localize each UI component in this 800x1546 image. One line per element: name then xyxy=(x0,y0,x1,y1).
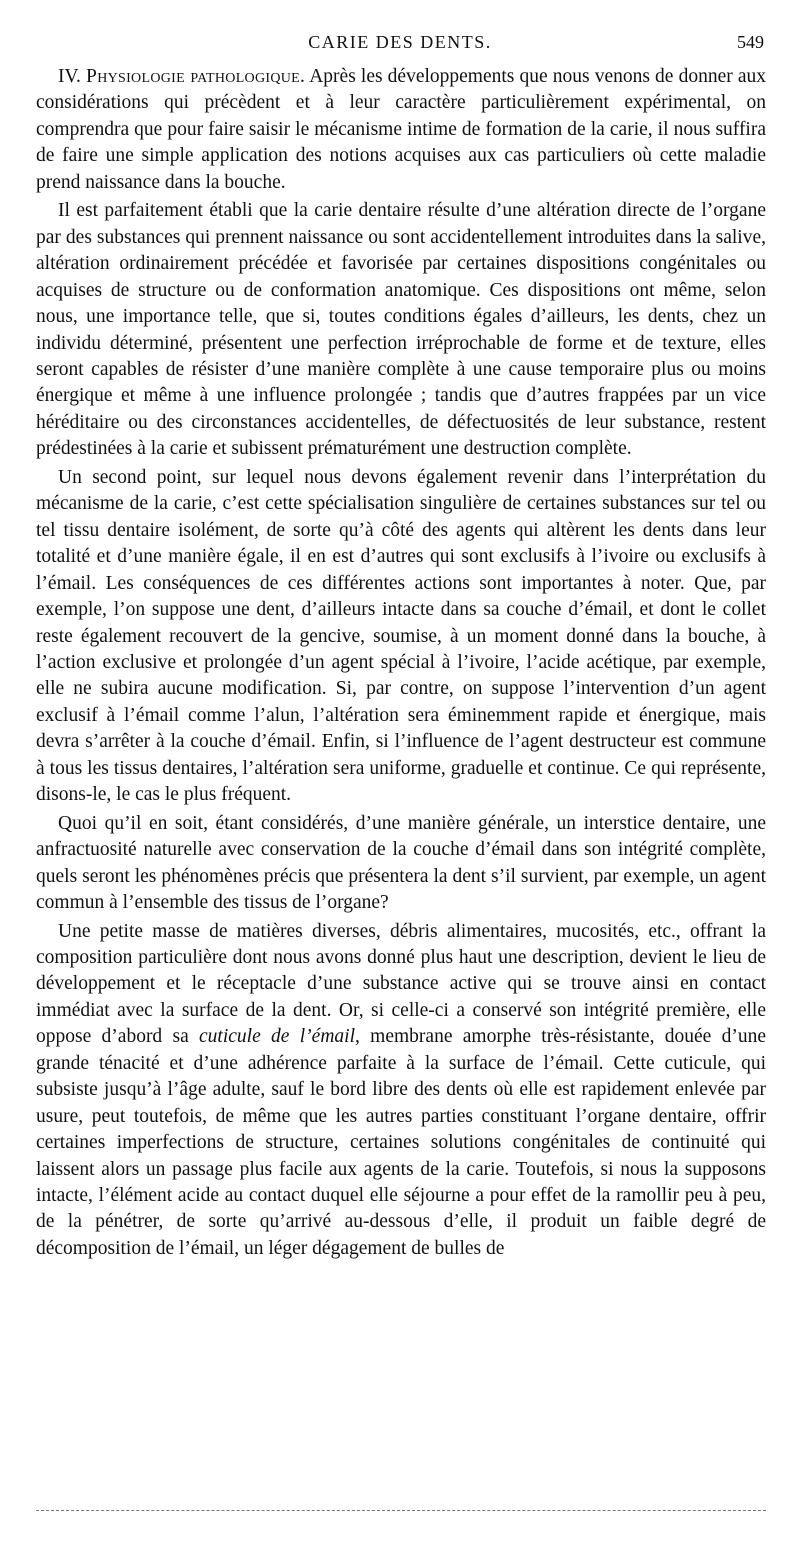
running-title: CARIE DES DENTS. xyxy=(308,32,492,52)
section-heading: Physiologie pathologique. xyxy=(86,66,306,87)
paragraph-text: Une petite masse de matières diverses, débris alimentaires, mucosités, etc., offrant la composition particulière dont nous avons donné plus haut une description, devient le lieu de développement et le réceptacle d’une substance active qui se trouve ainsi en contact immédiat avec la surface de la dent. Or, si celle-ci a conservé son intégrité première, elle oppose d’abord sa xyxy=(36,920,766,1048)
section-number: IV. xyxy=(58,66,87,87)
page-number: 549 xyxy=(737,32,764,52)
paragraph-text: , membrane amorphe très-résistante, douée d’une grande ténacité et d’une adhérence parfaite à la surface de l’émail. Cette cuticule, qui subsiste jusqu’à l’âge adulte, sauf le bord libre des dents où elle est rapidement enlevée par usure, peut toutefois, de même que les autres parties constituant l’organe dentaire, offrir certaines imperfections de structure, certaines solutions congénitales de continuité qui laissent alors un passage plus facile aux agents de la carie. Toutefois, si nous la supposons intacte, l’élément acide au contact duquel elle séjourne a pour effet de la ramollir peu à peu, de la pénétrer, de sorte qu’arrivé au-dessous d’elle, il produit un faible degré de décomposition de l’émail, un léger dégagement de bulles de xyxy=(36,1026,767,1259)
paragraph-text: Après les développements que nous venons de donner aux considérations qui précèdent et à leur caractère particulièrement expérimental, on comprendra que pour faire saisir le mécanisme intime de formation de la carie, il nous suffira de faire une simple application des notions acquises aux cas particuliers où cette maladie prend naissance dans la bouche. xyxy=(36,66,766,193)
paragraph-specialisation: Un second point, sur lequel nous devons également revenir dans l’interprétation du mécanisme de la carie, c’est cette spécialisation singulière de certaines substances sur tel ou tel tissu dentaire isolément, de sorte qu’à côté des agents qui altèrent les dents dans leur totalité et d’une manière égale, il en est d’autres qui sont exclusifs à l’ivoire ou exclusifs à l’émail. Les conséquences de ces différentes actions sont importantes à noter. Que, par exemple, l’on suppose une dent, d’ailleurs intacte dans sa couche d’émail, et dont le collet reste également recouvert de la gencive, soumise, à un moment donné dans la bouche, à l’action exclusive et prolongée d’un agent spécial à l’ivoire, l’acide acétique, par exemple, elle ne subira aucune modification. Si, par contre, on suppose l’intervention d’un agent exclusif à l’émail comme l’alun, l’altération sera éminemment rapide et énergique, mais devra s’arrêter à la couche d’émail. Enfin, si l’influence de l’agent destructeur est commune à tous les tissus dentaires, l’altération sera uniforme, graduelle et continue. Ce qui représente, disons-le, le cas le plus fréquent. xyxy=(36,466,766,806)
italic-term: cuticule de l’émail xyxy=(199,1026,355,1048)
running-head xyxy=(36,32,764,56)
paragraph-physiologie xyxy=(36,64,766,196)
body-text xyxy=(36,64,766,1262)
paragraph-etiology: Il est parfaitement établi que la carie dentaire résulte d’une altération directe de l’organe par des substances qui prennent naissance ou sont accidentellement introduites dans la salive, altération ordinairement précédée et favorisée par certaines dispositions congénitales ou acquises de structure ou de conformation anatomique. Ces dispositions ont même, selon nous, une importance telle, que si, toutes conditions égales d’ailleurs, les dents, chez un individu déterminé, présentent une perfection irréprochable de forme et de texture, elles seront capables de résister d’une manière complète à une cause temporaire plus ou moins énergique et même à une influence prolongée ; tandis que d’autres frappées par un vice héréditaire ou des circonstances accidentelles, de défectuosités de leur substance, restent prédestinées à la carie et subissent prématurément une destruction complète. xyxy=(36,200,766,460)
paragraph-interstice: Quoi qu’il en soit, étant considérés, d’une manière générale, un interstice dentaire, une anfractuosité naturelle avec conservation de la couche d’émail dans son intégrité complète, quels seront les phénomènes précis que présentera la dent s’il survient, par exemple, un agent commun à l’ensemble des tissus de l’organe? xyxy=(36,812,766,914)
paragraph-cuticule xyxy=(36,919,766,1263)
footer-rule xyxy=(36,1510,766,1511)
